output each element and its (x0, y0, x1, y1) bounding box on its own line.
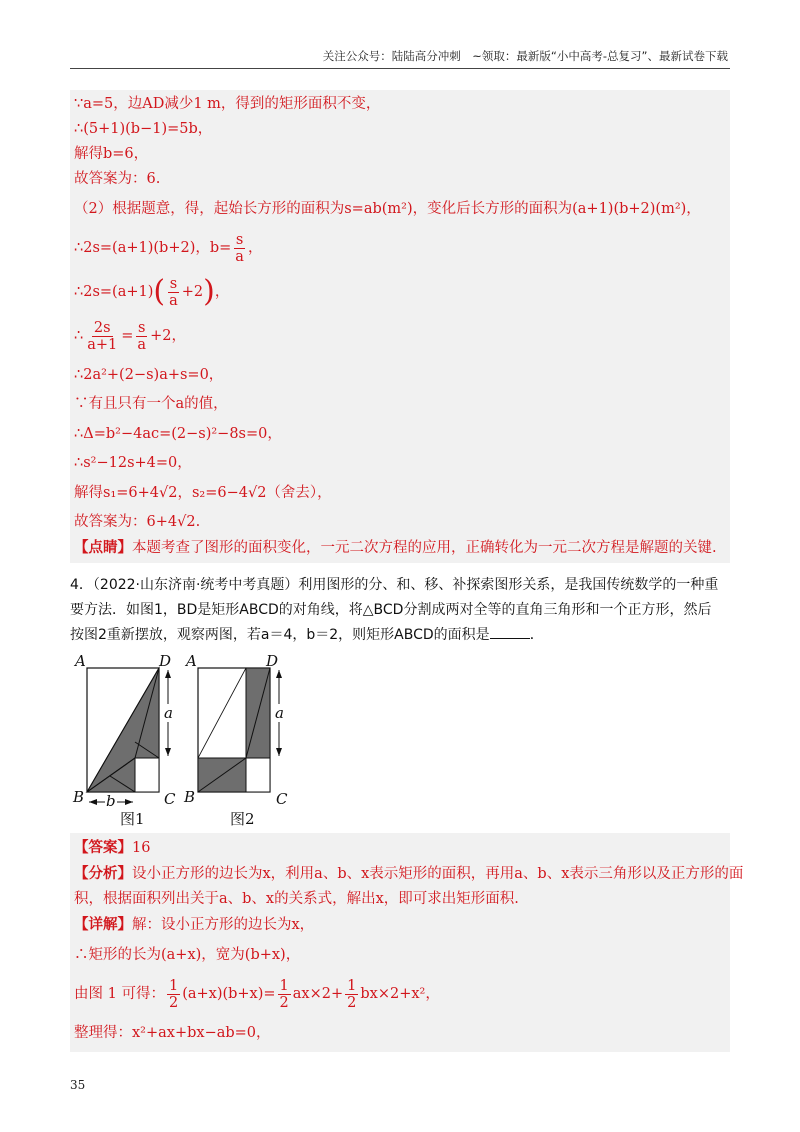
fig2-a-arrow-bottom (276, 748, 282, 756)
fig2-label-A: A (186, 654, 197, 670)
line7-pre: ∴2s=(a+1) (74, 283, 154, 300)
problem-line-3-end: ． (529, 627, 544, 643)
line7-end: ， (214, 283, 230, 300)
solution-line-12: ∴s²−12s+4=0， (74, 455, 192, 471)
problem-4 (70, 573, 730, 648)
comment-line (74, 535, 726, 561)
answer-block (70, 833, 744, 1052)
fig1-b-arrow-left (89, 799, 97, 805)
line8-pre: ∴ (74, 327, 84, 344)
fig1-label-B: B (73, 788, 85, 806)
solution-line-6 (74, 226, 726, 270)
fig1-caption: 图1 (120, 810, 145, 828)
figures-svg (70, 654, 730, 829)
fig2-label-C: C (276, 790, 288, 808)
solution-block (70, 90, 730, 563)
solution-line-3: 解得b=6， (74, 146, 149, 162)
solution-line-1: ∵a=5，边AD减少1 m，得到的矩形面积不变， (74, 96, 381, 112)
fraction-denominator: 2 (279, 994, 289, 1011)
line6-post: ， (247, 239, 263, 256)
solution-line-14: 故答案为：6+4√2. (74, 514, 201, 530)
problem-line-3-text: 按图2重新摆放，观察两图，若a＝4，b＝2，则矩形ABCD的面积是 (70, 627, 490, 643)
fraction-s-over-a (135, 320, 148, 353)
left-paren: ( (153, 274, 166, 309)
detail-text-1: 解：设小正方形的边长为x， (132, 917, 315, 933)
solution-line-13: 解得s₁=6+4√2，s₂=6−4√2（舍去）， (74, 484, 332, 501)
fraction-s-over-a (167, 276, 180, 309)
fig1-a-arrow-bottom (165, 748, 171, 756)
detail-line-2: ∴矩形的长为(a+x)，宽为(b+x)， (74, 946, 301, 963)
fig1-label-a: a (164, 704, 173, 722)
page-number: 35 (70, 1078, 86, 1092)
fraction-2s-over-a-plus-1 (85, 320, 119, 353)
line8-post: +2， (150, 327, 186, 344)
problem-line-3 (70, 623, 730, 648)
detail-line-3-pre: 由图 1 可得： (74, 985, 165, 1002)
detail-line-1 (74, 912, 726, 938)
fraction-denominator: a (169, 292, 178, 309)
fraction-denominator: a+1 (87, 336, 118, 353)
fraction-one-half (278, 978, 291, 1011)
fraction-one-half (167, 978, 180, 1011)
fraction-numerator: 1 (279, 977, 289, 994)
page-header: 关注公众号：陆陆高分冲刺 ~领取：最新版“小中高考-总复习”、最新试卷下载 (322, 49, 728, 63)
comment-text: 本题考查了图形的面积变化，一元二次方程的应用，正确转化为一元二次方程是解题的关键. (132, 540, 717, 556)
fraction-numerator: s (235, 231, 244, 248)
detail-line-3 (74, 972, 726, 1016)
fig1-small-square (135, 758, 159, 792)
fig1-label-b: b (106, 792, 116, 810)
right-paren: ) (203, 274, 215, 309)
fraction-denominator: 2 (347, 994, 357, 1011)
figures (70, 654, 730, 829)
fig2-caption: 图2 (230, 810, 255, 828)
problem-line-1: 4．（2022·山东济南·统考中考真题）利用图形的分、和、移、补探索图形关系，是我国传统数学的一种重 (70, 577, 719, 593)
detail-line-3-c: bx×2+x²， (360, 985, 440, 1002)
fraction-numerator: 2s (93, 319, 111, 336)
solution-line-11: ∴Δ=b²−4ac=(2−s)²−8s=0， (74, 425, 282, 442)
fraction-denominator: 2 (168, 994, 179, 1011)
solution-line-4: 故答案为：6. (74, 171, 161, 187)
fraction-denominator: a (137, 336, 147, 353)
solution-line-2: ∴(5+1)(b−1)=5b， (74, 121, 213, 137)
solution-line-5: （2）根据题意，得，起始长方形的面积为s=ab(m²)，变化后长方形的面积为(a+1)(b+2)(m²)， (74, 200, 701, 217)
solution-line-10: ∵有且只有一个a的值， (74, 396, 228, 412)
fig2-small-square (246, 758, 270, 792)
figure-1 (72, 654, 176, 828)
detail-line-3-b: ax×2+ (292, 985, 344, 1002)
analysis-label: 【分析】 (74, 865, 132, 882)
answer-line (74, 835, 726, 861)
answer-value: 16 (132, 840, 151, 856)
fraction-numerator: s (138, 319, 146, 336)
detail-line-4: 整理得：x²+ax+bx−ab=0， (74, 1024, 271, 1041)
answer-label: 【答案】 (74, 839, 132, 856)
fraction-numerator: s (169, 275, 178, 292)
analysis-line-2: 积，根据面积列出关于a、b、x的关系式，解出x，即可求出矩形面积. (74, 891, 519, 907)
fig1-label-D: D (159, 654, 172, 670)
fraction-one-half (345, 978, 358, 1011)
line7-post: +2 (181, 283, 204, 300)
solution-line-9: ∴2a²+(2−s)a+s=0， (74, 366, 224, 383)
detail-line-3-a: (a+x)(b+x)= (182, 985, 276, 1002)
detail-label: 【详解】 (74, 916, 132, 933)
line8-eq: = (121, 327, 134, 344)
fraction-denominator: a (235, 248, 244, 265)
fig2-label-D: D (266, 654, 279, 670)
line6-pre: ∴2s=(a+1)(b+2)，b= (74, 239, 232, 256)
figure-2 (183, 654, 288, 828)
fig1-a-arrow-top (165, 670, 171, 678)
solution-line-8 (74, 314, 726, 358)
fig1-label-C: C (164, 790, 176, 808)
content (70, 90, 744, 1052)
fig2-label-B: B (184, 788, 196, 806)
fig2-faint-line (198, 668, 246, 758)
analysis-text-1: 设小正方形的边长为x，利用a、b、x表示矩形的面积，再用a、b、x表示三角形以及正方形的面 (132, 866, 744, 882)
comment-label: 【点睛】 (74, 539, 132, 556)
fig2-a-arrow-top (276, 670, 282, 678)
fig1-b-arrow-right (125, 799, 133, 805)
fraction-numerator: 1 (168, 977, 179, 994)
fraction-numerator: 1 (347, 977, 357, 994)
fig2-label-a: a (275, 704, 284, 722)
fig1-label-A: A (75, 654, 86, 670)
analysis-line-1 (74, 861, 744, 887)
fraction-s-over-a (233, 232, 246, 265)
answer-blank (490, 624, 530, 639)
problem-line-2: 要方法．如图1，BD是矩形ABCD的对角线，将△BCD分割成两对全等的直角三角形和一个正方形，然后 (70, 602, 712, 618)
header-rule (70, 68, 730, 69)
solution-line-7 (74, 270, 726, 314)
